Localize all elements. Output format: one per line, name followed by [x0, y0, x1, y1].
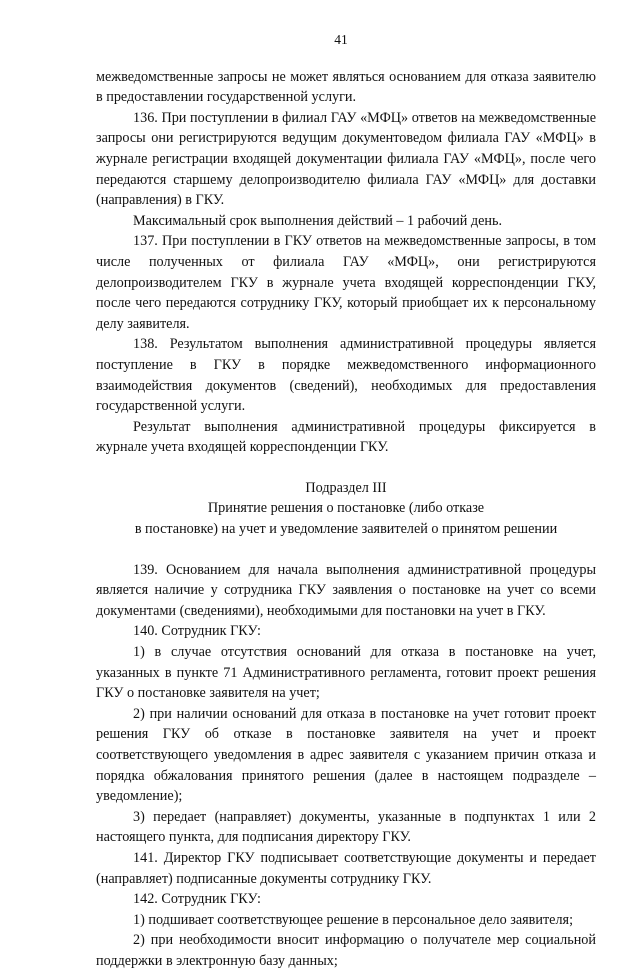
paragraph-136: 136. При поступлении в филиал ГАУ «МФЦ» ответов на межведомственные запросы они регистрируются ведущим документоведом филиала ГАУ «МФЦ» в журнале регистрации входящей документации филиала ГАУ «МФЦ», после чего передаются старшему делопроизводителю филиала ГАУ «МФЦ» для доставки (направления) в ГКУ. [96, 109, 596, 209]
paragraph-142-item-1: 1) подшивает соответствующее решение в персональное дело заявителя; [133, 911, 574, 928]
paragraph-140-item-3: 3) передает (направляет) документы, указанные в подпунктах 1 или 2 настоящего пункта, для подписания директору ГКУ. [96, 808, 596, 846]
paragraph-142-item-2: 2) при необходимости вносит информацию о получателе мер социальной поддержки в электронную базу данных; [96, 932, 596, 969]
subsection-label: Подраздел III [305, 479, 387, 496]
paragraph-max-term: Максимальный срок выполнения действий – 1 рабочий день. [133, 212, 502, 229]
paragraph-140-item-2: 2) при наличии оснований для отказа в постановке на учет готовит проект решения ГКУ об отказе в постановке заявителя на учет и проект соответствующего уведомления в адрес заявителя с указанием причин отказа и порядка обжалования принятого решения (далее в настоящем подразделе – уведомление); [96, 705, 596, 805]
paragraph-142: 142. Сотрудник ГКУ: [133, 891, 261, 908]
paragraph-140-item-1: 1) в случае отсутствия оснований для отказа в постановке на учет, указанных в пункте 71 Административного регламента, готовит проект решения ГКУ о постановке заявителя на учет; [96, 644, 596, 702]
subsection-title-line-1: Принятие решения о постановке (либо отказе [207, 500, 485, 517]
paragraph-result: Результат выполнения административной процедуры фиксируется в журнале учета входящей корреспонденции ГКУ. [96, 418, 596, 456]
paragraph-continuation: межведомственные запросы не может являться основанием для отказа заявителю в предоставлении государственной услуги. [96, 68, 596, 106]
paragraph-140: 140. Сотрудник ГКУ: [133, 623, 261, 640]
document-page [96, 30, 596, 972]
page-number: 41 [334, 32, 348, 47]
subsection-title-line-2: в постановке) на учет и уведомление заявителей о принятом решении [134, 521, 558, 538]
paragraph-138: 138. Результатом выполнения административной процедуры является поступление в ГКУ в порядке межведомственного информационного взаимодействия документов (сведений), необходимых для предоставления государственной услуги. [96, 336, 596, 415]
paragraph-137: 137. При поступлении в ГКУ ответов на межведомственные запросы, в том числе полученных от филиала ГАУ «МФЦ», они регистрируются делопроизводителем ГКУ в журнале учета входящей корреспонденции ГКУ, после чего передаются сотруднику ГКУ, который приобщает их к персональному делу заявителя. [96, 233, 596, 332]
paragraph-139: 139. Основанием для начала выполнения административной процедуры является наличие у сотрудника ГКУ заявления о постановке на учет со всеми документами (сведениями), необходимыми для постановки на учет в ГКУ. [96, 561, 596, 619]
paragraph-141: 141. Директор ГКУ подписывает соответствующие документы и передает (направляет) подписанные документы сотруднику ГКУ. [96, 849, 596, 887]
